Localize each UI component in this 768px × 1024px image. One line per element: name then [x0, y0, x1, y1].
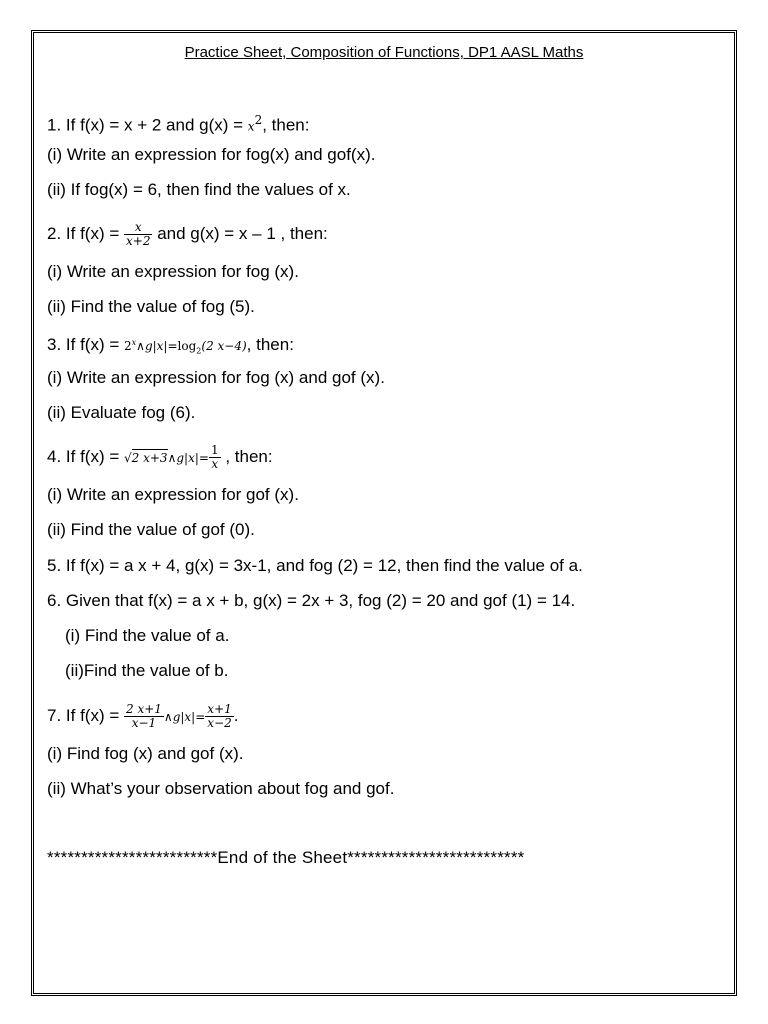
q2-fraction-numerator: x [124, 221, 152, 235]
q4-text-post: , then: [220, 446, 273, 466]
sheet-title: Practice Sheet, Composition of Functions, DP1 AASL Maths [184, 44, 584, 61]
question-3-part-i: (i) Write an expression for fog (x) and gof (x). [47, 368, 385, 387]
q3-math-base: 2 [124, 339, 132, 353]
q4-math-expression [124, 449, 209, 465]
q7-math-arg: |x| [180, 709, 196, 724]
q4-sqrt-sign: √ [124, 450, 132, 465]
q1-math-x: x [247, 119, 255, 134]
q3-math-arg: |x| [152, 339, 168, 353]
q7-fraction-g-numerator: x+1 [207, 702, 232, 716]
q4-fraction-denominator: x [211, 457, 219, 471]
q3-text-pre: 3. If f(x) = [47, 335, 124, 354]
q4-math-equals: = [198, 450, 209, 465]
question-6: 6. Given that f(x) = a x + b, g(x) = 2x + 3, fog (2) = 20 and gof (1) = 14. [47, 591, 576, 610]
question-7-part-i: (i) Find fog (x) and gof (x). [47, 744, 244, 763]
q3-math-log: =log [167, 339, 197, 353]
q7-fraction-f-numerator: 2 x+1 [126, 702, 162, 716]
question-2-part-ii: (ii) Find the value of fog (5). [47, 297, 255, 316]
q7-math-expression [164, 710, 205, 724]
question-1 [47, 110, 309, 137]
q3-math-g: ∧g [136, 339, 153, 353]
q3-math-log-arg: (2 x−4) [201, 339, 247, 353]
q2-text-post: and g(x) = x – 1 , then: [152, 223, 328, 243]
question-2 [47, 221, 328, 248]
q2-text-pre: 2. If f(x) = [47, 223, 124, 243]
q4-sqrt-radicand: 2 x+3 [131, 450, 168, 465]
question-4-part-i: (i) Write an expression for gof (x). [47, 485, 299, 504]
question-3 [47, 333, 294, 361]
question-5: 5. If f(x) = a x + 4, g(x) = 3x-1, and fog (2) = 12, then find the value of a. [47, 556, 583, 575]
question-3-part-ii: (ii) Evaluate fog (6). [47, 403, 196, 422]
question-6-part-ii: (ii)Find the value of b. [65, 661, 229, 680]
q7-fraction-f-denominator: x−1 [131, 716, 157, 730]
q7-fraction-g [205, 703, 233, 730]
q3-math-exponent: x [131, 338, 137, 347]
q3-text-post: , then: [246, 335, 294, 354]
q1-text-post: , then: [262, 115, 310, 135]
q1-math-exponent: 2 [254, 113, 263, 127]
q7-math-g: ∧g [163, 709, 181, 724]
question-1-part-i: (i) Write an expression for fog(x) and gof(x). [47, 145, 376, 164]
q4-math-arg: |x| [184, 450, 199, 465]
q7-text-pre: 7. If f(x) = [47, 705, 124, 725]
q7-math-equals: = [195, 709, 206, 724]
question-6-part-i: (i) Find the value of a. [65, 626, 230, 645]
question-1-part-ii: (ii) If fog(x) = 6, then find the values of x. [47, 180, 351, 199]
end-of-sheet-footer: *************************End of the Sheet************************** [47, 848, 525, 867]
q7-fraction-g-denominator: x−2 [207, 716, 232, 730]
question-7-part-ii: (ii) What’s your observation about fog and gof. [47, 779, 395, 798]
q4-fraction-numerator: 1 [210, 443, 219, 457]
q2-fraction [124, 221, 152, 248]
question-7 [47, 703, 239, 730]
question-4 [47, 444, 273, 471]
q4-math-g: ∧g [167, 450, 185, 465]
q1-text-pre: 1. If f(x) = x + 2 and g(x) = [47, 115, 248, 135]
q3-math-expression [124, 338, 247, 356]
question-4-part-ii: (ii) Find the value of gof (0). [47, 520, 255, 539]
q7-text-post: . [233, 705, 239, 725]
question-2-part-i: (i) Write an expression for fog (x). [47, 262, 299, 281]
q7-fraction-f [124, 703, 164, 730]
q3-math-log-base: 2 [196, 346, 202, 356]
q2-fraction-denominator: x+2 [126, 234, 151, 248]
q4-fraction [209, 444, 221, 471]
q4-text-pre: 4. If f(x) = [47, 446, 124, 466]
